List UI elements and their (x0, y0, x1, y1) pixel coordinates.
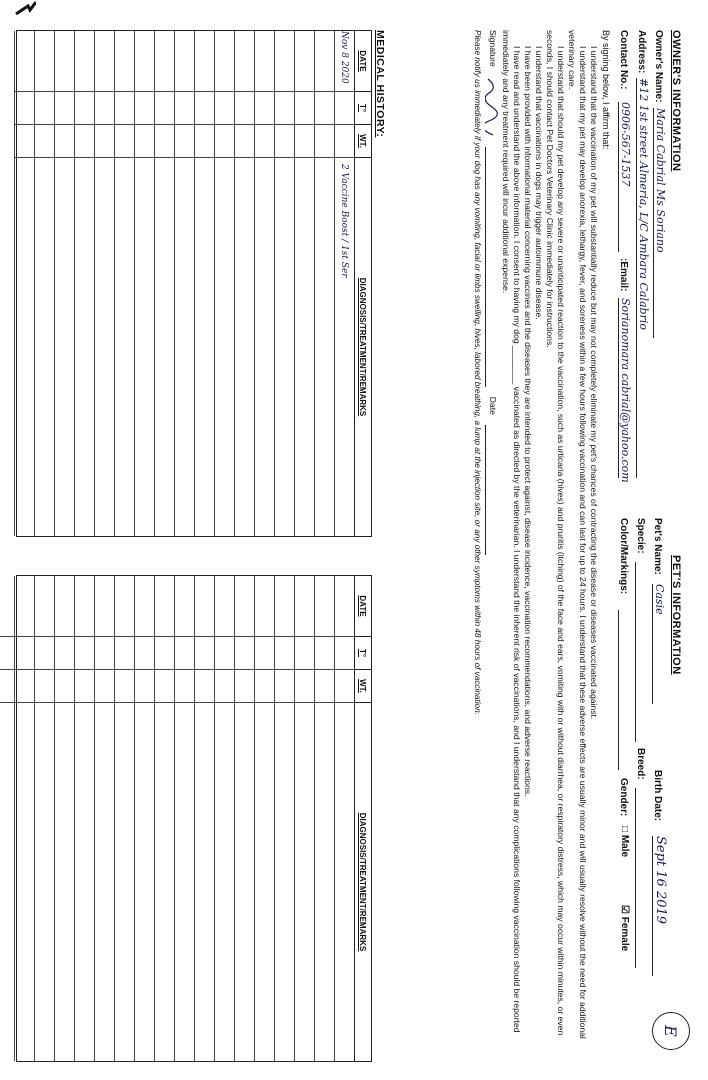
table-header (354, 31, 371, 536)
table-row[interactable] (134, 31, 154, 536)
date-label: Date (488, 396, 498, 415)
address-field[interactable]: #12 1st street Almeria, L/C Ambara Calabrio (636, 78, 650, 478)
table-row[interactable] (74, 576, 94, 1061)
table-row[interactable] (34, 576, 54, 1061)
col-remarks: DIAGNOSIS/TREATMENT/REMARKS (358, 277, 368, 417)
table-row[interactable] (14, 576, 34, 1061)
birth-date-field[interactable]: Sept 16 2019 (652, 836, 668, 976)
table-row[interactable] (114, 576, 134, 1061)
consent-paragraph-5: I have been provided with informational material concerning vaccines and the diseases they are intended to protect against, disease incidence, vaccination recommendations, and adverse reactions. (523, 46, 533, 797)
table-row[interactable] (294, 31, 314, 536)
table-row[interactable] (14, 31, 34, 536)
table-row[interactable] (274, 31, 294, 536)
table-row[interactable] (174, 576, 194, 1061)
col-temp: T° (355, 637, 371, 670)
table-row[interactable] (214, 31, 234, 536)
notice-text: Please notify us immediately if your dog has any vomiting, facial or limbs swelling, hives, labored breathing, a lump at the injection site, or any other symptoms within 48 hours of vaccination. (473, 30, 482, 715)
table-row[interactable] (154, 576, 174, 1061)
table-row[interactable] (294, 576, 314, 1061)
table-row[interactable] (194, 31, 214, 536)
contact-field[interactable]: 0906-567-1537 (618, 102, 632, 252)
medical-history-heading: MEDICAL HISTORY: (374, 30, 386, 138)
species-label: Specie: (635, 518, 646, 554)
table-row[interactable] (334, 576, 354, 1061)
col-weight: WT. (355, 670, 371, 703)
table-row[interactable] (34, 31, 54, 536)
table-row[interactable] (134, 576, 154, 1061)
pet-name-label: Pet's Name: (652, 518, 663, 575)
table-row[interactable] (254, 31, 274, 536)
consent-paragraph-6: I have read and understand the above information. I consent to having my dog ________ vaccinated as directed by the veterinarian. I understand the inherent risk of vaccinations, and I understand that any complications following vaccination should be reported immediately and any treatment required will incur additional expense. (501, 30, 522, 1033)
signature-label: Signature (488, 30, 498, 67)
breed-label: Breed: (635, 748, 646, 780)
col-remarks: DIAGNOSIS/TREATMENT/REMARKS (358, 812, 368, 952)
consent-paragraph-3: I understand that should my pet develop any severe or unanticipated reaction to the vaccination, such as urticaria (hives) and pruritis (itching) of the face and ears, vomiting with or without diarrhea, or respiratory distress, which may occur within minutes, or even seconds, I should contact Pet Doctors Veterinary Clinic immediately for instructions. (545, 30, 566, 1036)
female-label: Female (619, 916, 630, 952)
pet-section-heading: PET'S INFORMATION (670, 555, 682, 675)
table-row[interactable] (254, 576, 274, 1061)
clinic-stamp-circle: E (652, 1012, 690, 1050)
table-row[interactable] (314, 31, 334, 536)
email-field[interactable]: Sorianomara cabrial@yahoo.com (619, 298, 632, 483)
table-row[interactable] (154, 31, 174, 536)
gender-label: Gender: (618, 778, 629, 817)
entry-remarks[interactable]: 2 Vaccine Boost / 1st Ser (339, 164, 350, 278)
table-row[interactable] (314, 576, 334, 1061)
color-markings-label: Color/Markings: (618, 518, 629, 595)
owner-section-heading: OWNER'S INFORMATION (670, 30, 682, 172)
table-header (354, 576, 371, 1061)
table-row[interactable] (74, 31, 94, 536)
col-date: DATE (355, 31, 371, 92)
contact-label: Contact No.: (618, 30, 629, 90)
table-row[interactable] (194, 576, 214, 1061)
entry-temp[interactable] (335, 92, 354, 125)
birth-date-label: Birth Date: (652, 770, 663, 822)
table-row[interactable] (234, 31, 254, 536)
female-option[interactable] (619, 905, 630, 951)
breed-field[interactable] (635, 788, 648, 968)
table-row[interactable] (54, 31, 74, 536)
entry-date[interactable]: Nov 8 2020 (335, 31, 354, 92)
male-checkbox[interactable]: □ (619, 826, 630, 833)
consent-intro: By signing below, I affirm that: (601, 30, 611, 150)
table-row[interactable] (94, 31, 114, 536)
date-line[interactable] (485, 425, 498, 555)
signature-scribble[interactable] (485, 77, 498, 137)
table-row[interactable] (234, 576, 254, 1061)
table-row[interactable] (214, 576, 234, 1061)
table-row[interactable] (114, 31, 134, 536)
medical-history-table-right (16, 575, 372, 1062)
consent-paragraph-1: I understand that the vaccination of my pet will substantially reduce but may not completely eliminate my pet's chances of contracting the disease or diseases vaccinated against. (589, 46, 599, 720)
corner-mark-graphic (0, 0, 36, 30)
male-option[interactable] (619, 826, 630, 857)
table-row[interactable] (274, 576, 294, 1061)
col-weight: WT. (355, 125, 371, 158)
col-date: DATE (355, 576, 371, 637)
pet-name-field[interactable]: Casie (652, 584, 666, 704)
col-temp: T° (355, 92, 371, 125)
entry-weight[interactable] (335, 125, 354, 158)
table-row[interactable] (94, 576, 114, 1061)
table-row[interactable] (0, 576, 14, 1061)
female-checkbox[interactable]: ☑ (619, 905, 630, 914)
email-label: :Email: (618, 258, 629, 292)
signature-row (485, 30, 498, 1060)
male-label: Male (619, 834, 630, 858)
species-field[interactable] (635, 562, 648, 742)
table-row[interactable] (334, 31, 354, 536)
address-label: Address: (636, 30, 647, 74)
owner-name-label: Owner's Name: (653, 30, 664, 103)
owner-name-field[interactable]: Maria Cabrial Ms Soriano (653, 108, 667, 338)
consent-block (472, 30, 611, 1060)
table-row[interactable] (54, 576, 74, 1061)
consent-paragraph-2: I understand that my pet may develop anorexia, lethargy, fever, and soreness within a few hours following vaccination and can last for up to 24 hours. I understand that these adverse effects are usually minor and will usually resolve without the need for additional veterinary care. (567, 30, 588, 1039)
consent-paragraph-4: I understand that vaccinations in dogs may trigger autoimmune disease. (534, 46, 544, 320)
table-row[interactable] (174, 31, 194, 536)
medical-history-table-left (16, 30, 372, 537)
signature-line[interactable] (485, 147, 498, 387)
color-markings-field[interactable] (618, 610, 631, 770)
